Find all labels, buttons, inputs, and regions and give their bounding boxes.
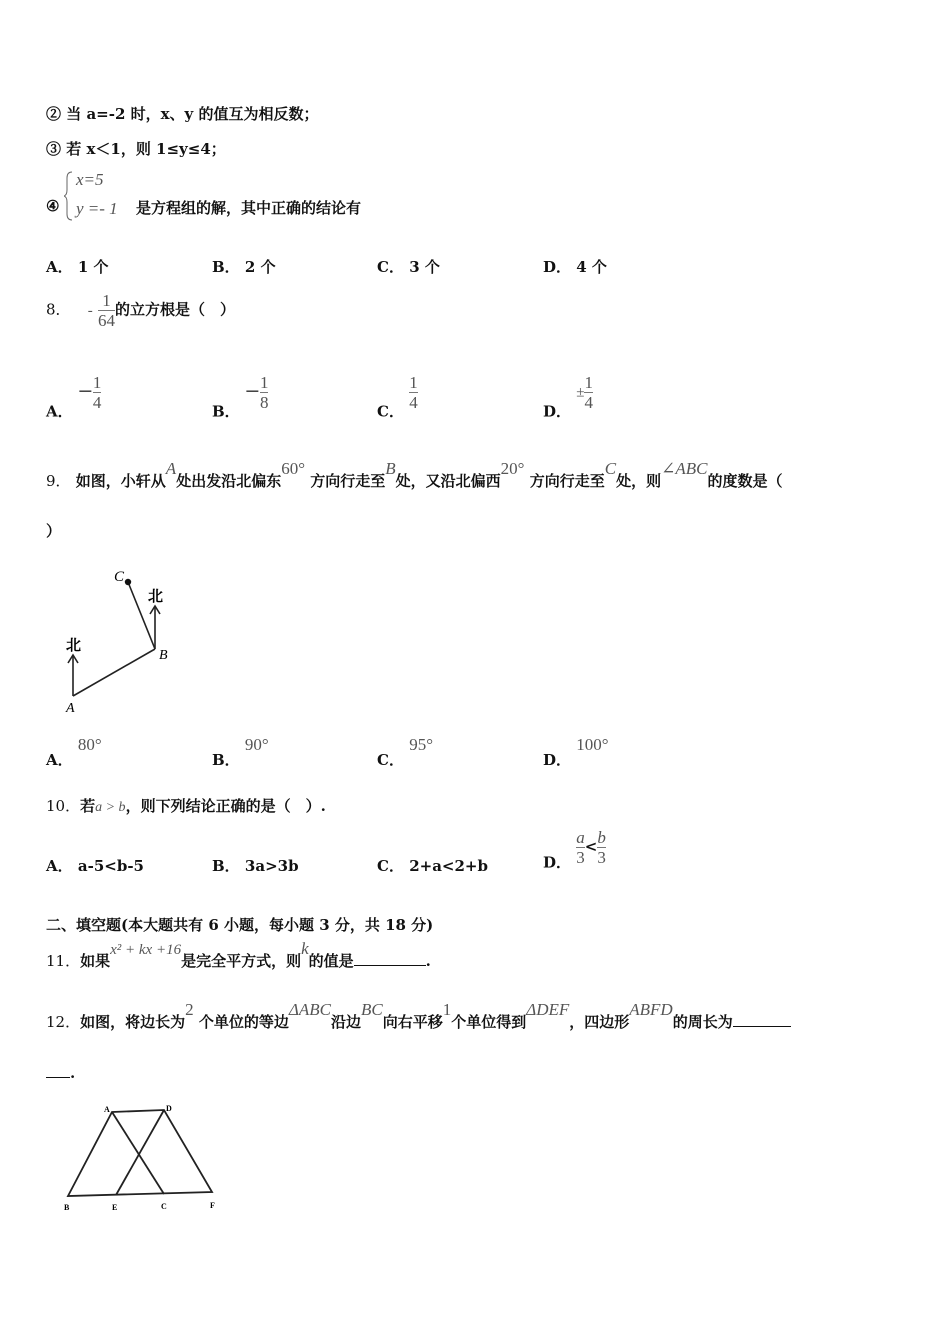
q10-option-a: A． a-5<b-5 [46, 857, 144, 875]
q9-option-d: D． 100° [543, 735, 609, 769]
q10-option-c: C． 2+a<2+b [377, 857, 488, 875]
q7-option-b: B． 2 个 [212, 258, 276, 276]
q8-stem: 8． - $\frac{1}{64}$ 的立方根是（ ） [46, 291, 236, 330]
label-c: C [114, 569, 125, 585]
q9-option-c: C． 95° [377, 735, 433, 769]
q12-triangle-figure [60, 1100, 226, 1216]
q10-stem: 10．若a > b，则下列结论正确的是（ ）. [46, 797, 326, 815]
section-2-heading: 二、填空题(本大题共有 6 小题，每小题 3 分，共 18 分) [46, 916, 434, 934]
q7-item-3: ③ 若 x＜1，则 1≤y≤4； [46, 140, 226, 158]
q7-item-4-text: 是方程组的解，其中正确的结论有 [136, 199, 362, 217]
label-b: B [159, 648, 168, 663]
label-e: E [112, 1203, 118, 1212]
label-f: F [210, 1201, 215, 1210]
answer-blank[interactable] [733, 1012, 791, 1027]
north-label-a: 北 [66, 638, 82, 654]
q10-option-b: B． 3a>3b [212, 857, 299, 875]
q8-option-d: D． ± $\frac{1}{4}$ [543, 373, 593, 421]
label-a: A [66, 701, 75, 716]
system-line-1: x=5 [76, 170, 104, 189]
segment-ab [73, 649, 155, 696]
system-line-2: y =- 1 [76, 199, 118, 218]
point-c [125, 579, 131, 585]
q7-item-2: ② 当 a=-2 时，x、y 的值互为相反数； [46, 105, 319, 123]
q7-item-4-prefix: ④ [46, 197, 60, 215]
label-d: D [166, 1104, 172, 1113]
q7-option-c: C． 3 个 [377, 258, 440, 276]
label-b: B [64, 1203, 70, 1212]
q12-stem-end: . [46, 1063, 75, 1082]
q9-direction-figure [56, 562, 186, 718]
answer-blank-continued[interactable] [46, 1063, 70, 1078]
label-a: A [104, 1105, 110, 1114]
q7-option-d: D． 4 个 [543, 258, 607, 276]
q10-option-d: D． $\frac{a}{3}$ < $\frac{b}{3}$ [543, 828, 606, 872]
left-brace-icon [64, 170, 74, 222]
q12-stem: 12．如图，将边长为2 个单位的等边ΔABC沿边BC向右平移1个单位得到ΔDEF，四边形ABFD的周长为 [46, 1011, 791, 1032]
q8-option-a: A． － $\frac{1}{4}$ [46, 373, 102, 421]
q9-option-b: B． 90° [212, 735, 269, 769]
q8-option-c: C． $\frac{1}{4}$ [377, 373, 418, 421]
label-c: C [161, 1202, 167, 1211]
q9-option-a: A． 80° [46, 735, 102, 769]
answer-blank[interactable] [354, 951, 426, 966]
q9-stem-close: ） [46, 522, 62, 540]
q7-option-a: A． 1 个 [46, 258, 109, 276]
q9-stem: 9． 如图，小轩从A处出发沿北偏东60° 方向行走至B处，又沿北偏西20° 方向行走至C处，则∠ABC的度数是（ [46, 459, 783, 490]
north-label-b: 北 [148, 589, 164, 605]
q8-option-b: B． － $\frac{1}{8}$ [212, 373, 269, 421]
q11-stem: 11．如果x² + kx +16是完全平方式，则k的值是 . [46, 939, 431, 970]
q8-fraction: $\frac{1}{64}$ [98, 291, 116, 330]
